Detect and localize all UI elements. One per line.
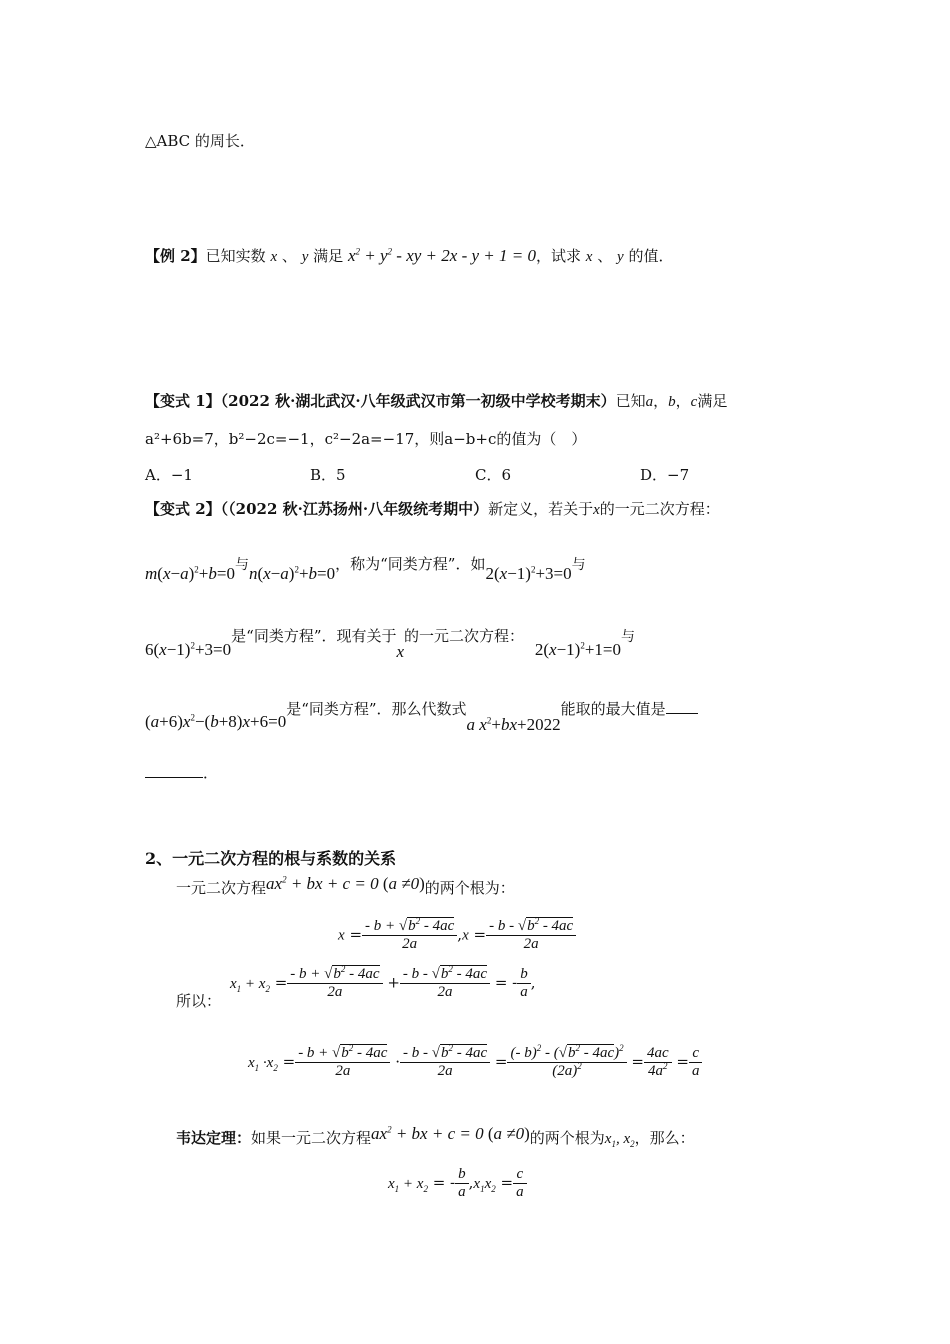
product-of-roots-formula: $x_1 \cdot x_2$ = $\frac{- b + √b^2 - 4ac}{2a}$ · $\frac{- b - √b^2 - 4ac}{2a}$ = $\frac{(- b)^2 - (√b^2 - 4ac)^2}{(2a)^2}$ = $\frac{4ac}{4a^2}$ = $\frac{c}{a}$ bbox=[248, 1045, 702, 1080]
variant-1-text: 满足 bbox=[697, 392, 728, 410]
variant-2-text: 新定义，若关于 bbox=[488, 500, 594, 518]
variant-1-conditions: a²+6b=7，b²−2c=−1，c²−2a=−17，则a−b+c的值为（ ） bbox=[145, 430, 587, 448]
example-2-text: 已知实数 bbox=[205, 247, 266, 265]
example-2-text: 满足 bbox=[313, 247, 344, 265]
variant-2-text: 的一元二次方程： bbox=[599, 500, 720, 518]
variant-2-line-4: $(a+6)x^2-(b+8)x+6=0$是“同类方程”．那么代数式a $x^2+bx+2022$能取的最大值是 bbox=[145, 698, 698, 719]
variant-2-text: 是“同类方程”．现有关于 bbox=[231, 627, 397, 645]
blank-end: ． bbox=[203, 764, 219, 782]
vieta-text: 如果一元二次方程 bbox=[251, 1129, 372, 1147]
variant-1-text: 已知 bbox=[615, 392, 646, 410]
section-2-line-1: 一元二次方程$ax^2$ + bx + c = 0 (a ≠0)的两个根为： bbox=[176, 874, 515, 897]
option-d[interactable]: D．−7 bbox=[640, 466, 690, 484]
option-c[interactable]: C．6 bbox=[475, 466, 512, 484]
answer-blank-2[interactable] bbox=[145, 763, 203, 778]
separator: 、 bbox=[281, 247, 297, 265]
variant-1-label: 【变式 1】 bbox=[145, 392, 221, 410]
section-2-text: 的两个根为： bbox=[424, 879, 515, 897]
variant-2-text: 是“同类方程”．那么代数式 bbox=[286, 700, 467, 718]
vieta-formula: $x_1 + x_2$ = - $\frac{b}{a}$ $,x_1x_2$ = $\frac{c}{a}$ bbox=[388, 1166, 527, 1201]
variant-2-header: 【变式 2】（（2022 秋·江苏扬州·八年级统考期中）新定义，若关于x的一元二次方程： bbox=[145, 500, 720, 518]
text-yu: 与 bbox=[234, 557, 249, 573]
example-2-label: 【例 2】 bbox=[145, 247, 206, 265]
variant-2-label: 【变式 2】 bbox=[145, 500, 221, 518]
vieta-line: 韦达定理：如果一元二次方程$ax^2$ + bx + c = 0 (a ≠0)的两个根为$x_1$, $x_2$，那么： bbox=[176, 1124, 695, 1149]
variant-2-text: ，称为“同类方程”．如 bbox=[335, 555, 486, 573]
example-2-equation: $x^2 + y^2$ - xy + 2x - y + 1 = 0 bbox=[347, 246, 536, 265]
answer-blank-1[interactable] bbox=[666, 699, 698, 714]
variant-2-text: 的一元二次方程： bbox=[404, 627, 525, 645]
variant-2-source: （（2022 秋·江苏扬州·八年级统考期中） bbox=[220, 500, 489, 518]
variant-2-line-2: $m(x-a)^2+b=0$与$n(x-a)^2+b=0$，称为“同类方程”．如$2(x-1)^2+3=0$与 bbox=[145, 555, 586, 583]
section-2-heading: 2、一元二次方程的根与系数的关系 bbox=[145, 849, 397, 868]
text-yu: 与 bbox=[571, 557, 586, 573]
option-b[interactable]: B．5 bbox=[310, 466, 346, 484]
example-2: 【例 2】已知实数 x 、 y 满足 $x^2 + y^2$ - xy + 2x - y + 1 = 0，试求 x 、 y 的值． bbox=[145, 246, 674, 265]
variant-1-source: （2022 秋·湖北武汉·八年级武汉市第一初级中学校考期末） bbox=[220, 392, 616, 410]
variant-1-header: 【变式 1】（2022 秋·湖北武汉·八年级武汉市第一初级中学校考期末）已知a，b，c满足 bbox=[145, 392, 728, 410]
vieta-label: 韦达定理： bbox=[176, 1129, 252, 1147]
variant-2-text: 能取的最大值是 bbox=[560, 700, 666, 718]
example-2-text: ，试求 bbox=[535, 247, 581, 265]
vieta-text: 的两个根为 bbox=[529, 1129, 605, 1147]
sum-of-roots-formula: $x_1 + x_2$ = $\frac{- b + √b^2 - 4ac}{2a}$ + $\frac{- b - √b^2 - 4ac}{2a}$ = - $\frac{b}{a}$ , bbox=[230, 964, 536, 1000]
intro-line: △ABC 的周长． bbox=[145, 132, 255, 150]
answer-blank-line bbox=[145, 762, 218, 783]
suoyi-label: 所以： bbox=[176, 992, 222, 1010]
variant-2-line-3: $6(x-1)^2+3=0$是“同类方程”．现有关于x的一元二次方程： $2(x-1)^2+1=0$与 bbox=[145, 627, 635, 661]
vieta-text: ，那么： bbox=[634, 1129, 695, 1147]
separator: 、 bbox=[597, 247, 613, 265]
roots-formula: x = $\frac{- b + √b^2 - 4ac}{2a}$ ,x = $\frac{- b - √b^2 - 4ac}{2a}$ bbox=[338, 918, 576, 953]
section-2-text: 一元二次方程 bbox=[176, 879, 267, 897]
text-yu: 与 bbox=[621, 629, 635, 645]
example-2-text: 的值． bbox=[628, 247, 674, 265]
option-a[interactable]: A．−1 bbox=[145, 466, 193, 484]
